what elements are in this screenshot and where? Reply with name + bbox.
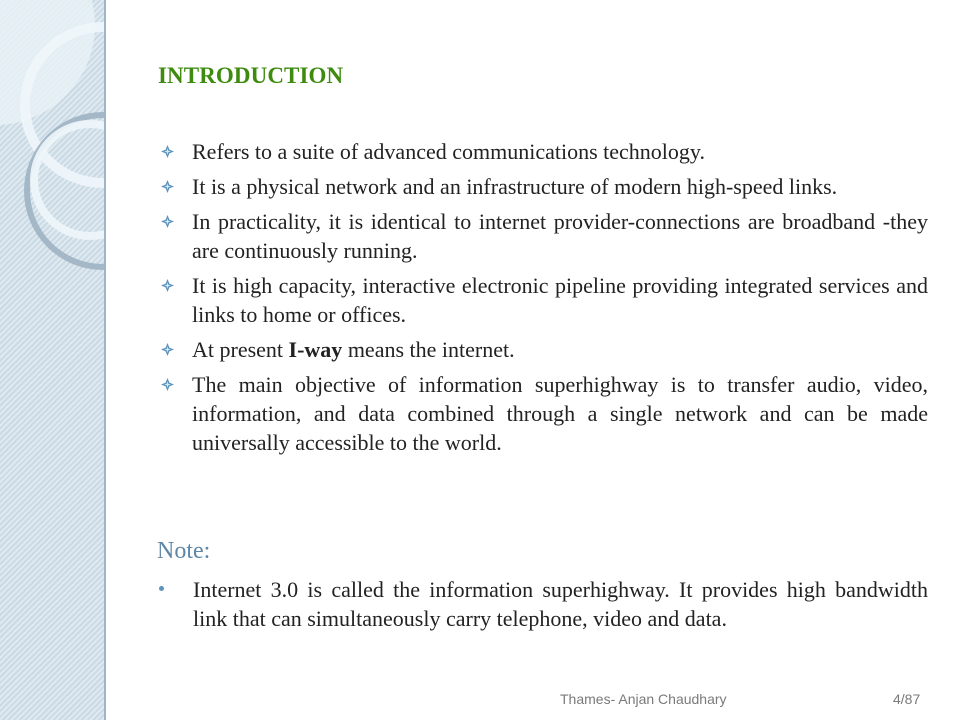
- diamond-bullet-icon: [161, 180, 174, 193]
- note-list: [158, 575, 928, 633]
- i-way-prefix: At present: [192, 337, 289, 362]
- bullet-text: In practicality, it is identical to internet provider-connections are broadband -they are continuously running.: [192, 209, 928, 263]
- bullet-physical-network: [158, 172, 928, 201]
- dot-bullet-icon: [159, 586, 164, 591]
- bullet-text: Refers to a suite of advanced communications technology.: [192, 139, 705, 164]
- bullet-main-objective: [158, 370, 928, 457]
- diamond-bullet-icon: [161, 343, 174, 356]
- diamond-bullet-icon: [161, 378, 174, 391]
- bullet-suite-technology: [158, 137, 928, 166]
- note-text: Internet 3.0 is called the information superhighway. It provides high bandwidth link that can simultaneously carry telephone, video and data.: [193, 577, 928, 631]
- diamond-bullet-icon: [161, 145, 174, 158]
- bullet-text: It is high capacity, interactive electronic pipeline providing integrated services and links to home or offices.: [192, 273, 928, 327]
- slide-title: INTRODUCTION: [158, 63, 344, 88]
- bullet-text: The main objective of information superhighway is to transfer audio, video, information, and data combined through a single network and can be made universally accessible to the world.: [192, 372, 928, 455]
- i-way-emphasis: I-way: [288, 337, 343, 362]
- bullet-i-way: [158, 335, 928, 364]
- page-number: 4/87: [893, 691, 921, 707]
- bullet-high-capacity: [158, 271, 928, 329]
- bullet-text: It is a physical network and an infrastructure of modern high-speed links.: [192, 174, 838, 199]
- diamond-bullet-icon: [161, 215, 174, 228]
- note-label: Note:: [157, 538, 211, 564]
- bullet-practicality: [158, 207, 928, 265]
- i-way-suffix: means the internet.: [342, 337, 515, 362]
- diamond-bullet-icon: [161, 279, 174, 292]
- introduction-bullet-list: [158, 137, 928, 463]
- decorative-circles-icon: [0, 0, 104, 720]
- decorative-sidebar: [0, 0, 106, 720]
- footer-author: Thames- Anjan Chaudhary: [560, 691, 727, 707]
- note-item: [158, 575, 928, 633]
